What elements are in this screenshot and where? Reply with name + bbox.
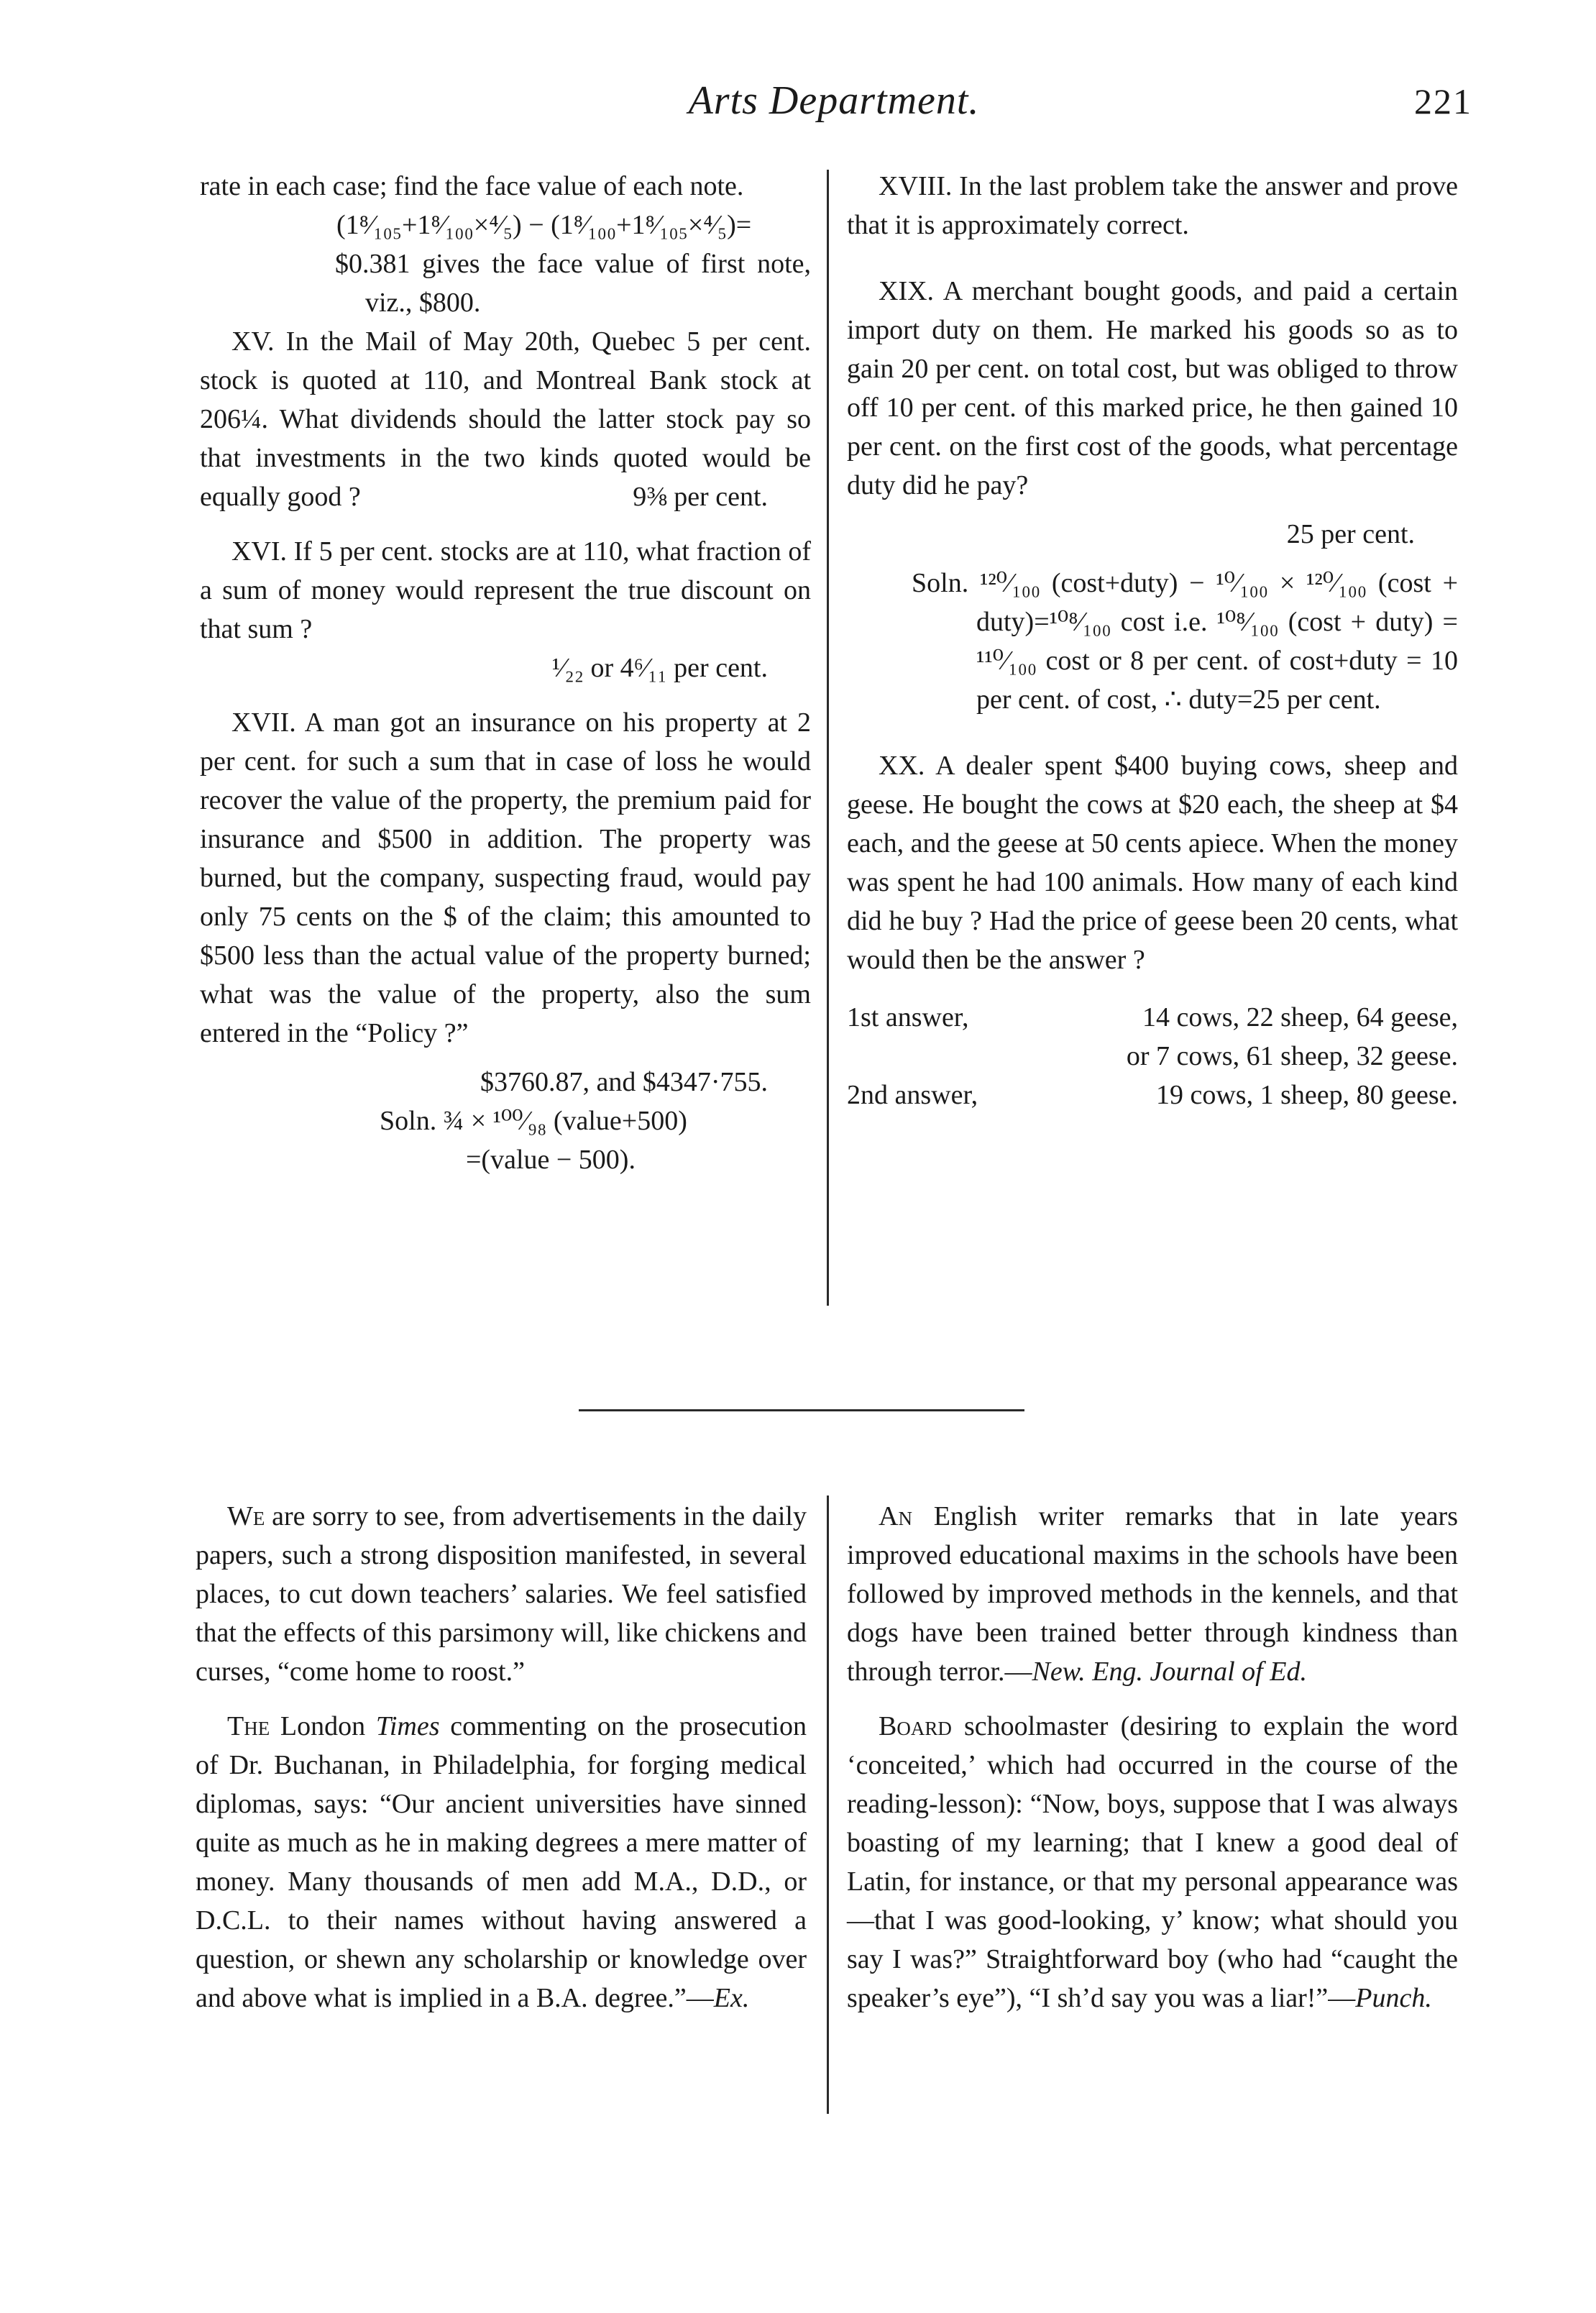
problem-xvi: XVI. If 5 per cent. stocks are at 110, what fraction of a sum of money would represent the true discount on that sum ?: [200, 536, 811, 644]
left-column-top: [200, 167, 811, 1179]
problem-xviii: XVIII. In the last problem take the answer and prove that it is approximately correct.: [847, 171, 1458, 240]
section-divider: [579, 1409, 1024, 1411]
right-column-bottom: [847, 1497, 1458, 2017]
lead-word: We: [227, 1501, 265, 1531]
answer-label: [847, 1037, 1019, 1076]
problem-xx: XX. A dealer spent $400 buying cows, sheep and geese. He bought the cows at $20 each, the sheep at $4 each, and the geese at 50 cents apiece. When the money was spent he had 100 animals. How many of each kind did he buy ? Had the price of geese been 20 cents, what would then be the answer ?: [847, 751, 1458, 975]
editorial-salaries: [196, 1497, 807, 1691]
lead-word: Board: [879, 1711, 952, 1741]
problem-xvii: XVII. A man got an insurance on his property at 2 per cent. for such a sum that in case of loss he would recover the value of the property, the premium paid for insurance and $500 in addition. The property was burned, but the company, suspecting fraud, would pay only 75 cents on the $ of the claim; this amounted to $500 less than the actual value of the property burned; what was the value of the property, also the sum entered in the “Policy ?”: [200, 707, 811, 1048]
source-citation: Ex.: [713, 1983, 750, 2013]
answer-value: 14 cows, 22 sheep, 64 geese,: [1142, 1002, 1458, 1032]
answer-row: [847, 1037, 1458, 1076]
newspaper-title: Times: [375, 1711, 440, 1741]
problem-xix-answer: 25 per cent.: [1286, 519, 1415, 549]
problem-xx-answers: [847, 998, 1458, 1114]
column-divider: [827, 1496, 829, 2114]
paragraph-text: English writer remarks that in late years improved educational maxims in the schools have been followed by improved methods in the kennels, and that dogs have been trained better through kindness than through terror.—: [847, 1501, 1458, 1687]
paragraph-text: commenting on the prosecution of Dr. Buchanan, in Philadelphia, for forging medical diplomas, says: “Our ancient universities have sinned quite as much as he in making degrees a mere matter of money. Many thousands of men add M.A., D.D., or D.C.L. to their names without having answered a question, or shewn any scholarship or knowledge over and above what is implied in a B.A. degree.”—: [196, 1711, 807, 2013]
left-column-bottom: [196, 1497, 807, 2017]
lead-word: An: [879, 1501, 912, 1531]
equation-line: (1⁸⁄₁₀₅+1⁸⁄₁₀₀×⁴⁄₅) − (1⁸⁄₁₀₀+1⁸⁄₁₀₅×⁴⁄₅)=: [336, 210, 752, 240]
source-citation: New. Eng. Journal of Ed.: [1032, 1657, 1307, 1687]
editorial-schoolmaster: [847, 1707, 1458, 2017]
problem-xv: XV. In the Mail of May 20th, Quebec 5 per cent. stock is quoted at 110, and Montreal Bank stock at 206¼. What dividends should the latter stock pay so that investments in the two kinds quoted would be equally good ?: [200, 326, 811, 512]
answer-label: 1st answer,: [847, 1002, 969, 1032]
paragraph-text: are sorry to see, from advertisements in the daily papers, such a strong disposition manifested, in several places, to cut down teachers’ salaries. We feel satisfied that the effects of this parsimony will, like chickens and curses, “come home to roost.”: [196, 1501, 807, 1687]
editorial-diplomas: [196, 1707, 807, 2017]
continued-paragraph: rate in each case; find the face value of each note.: [200, 171, 744, 201]
problem-xvii-solution-line-1: Soln. ¾ × ¹⁰⁰⁄₉₈ (value+500): [380, 1106, 687, 1136]
problem-xv-answer: 9⅜ per cent.: [633, 482, 768, 512]
answer-label: 2nd answer,: [847, 1080, 978, 1110]
source-citation: Punch.: [1355, 1983, 1432, 2013]
running-head: Arts Department.: [688, 78, 980, 123]
problem-xvii-solution-line-2: =(value − 500).: [466, 1145, 636, 1175]
answer-row: [847, 998, 1458, 1037]
column-divider: [827, 170, 829, 1306]
answer-value: or 7 cows, 61 sheep, 32 geese.: [1126, 1041, 1458, 1071]
answer-row: [847, 1076, 1458, 1114]
answer-value: 19 cows, 1 sheep, 80 geese.: [1155, 1080, 1458, 1110]
problem-xix-solution: Soln. ¹²⁰⁄₁₀₀ (cost+duty) − ¹⁰⁄₁₀₀ × ¹²⁰⁄₁₀₀ (cost + duty)=¹⁰⁸⁄₁₀₀ cost i.e. ¹⁰⁸⁄₁₀₀ (cost + duty) = ¹¹⁰⁄₁₀₀ cost or 8 per cent. of cost+duty = 10 per cent. of cost, ∴ duty=25 per cent.: [912, 568, 1458, 715]
paragraph-text: schoolmaster (desiring to explain the word ‘conceited,’ which had occurred in the course of the reading-lesson): “Now, boys, suppose that I was always boasting of my learning; that I knew a good deal of Latin, for instance, or that my personal appearance was—that I was good-looking, y’ know; what should you say I was?” Straightforward boy (who had “caught the speaker’s eye”), “I sh’d say you was a liar!”—: [847, 1711, 1458, 2013]
problem-xvi-answer: ¹⁄₂₂ or 4⁶⁄₁₁ per cent.: [551, 653, 768, 683]
paragraph-text: London: [270, 1711, 376, 1741]
page-number: 221: [1414, 81, 1472, 122]
editorial-dogs: [847, 1497, 1458, 1691]
problem-xix: XIX. A merchant bought goods, and paid a certain import duty on them. He marked his goods so as to gain 20 per cent. on total cost, but was obliged to throw off 10 per cent. of this marked price, he then gained 10 per cent. on the first cost of the goods, what percentage duty did he pay?: [847, 276, 1458, 500]
problem-xvii-answer: $3760.87, and $4347·755.: [480, 1067, 768, 1097]
right-column-top: [847, 167, 1458, 1114]
equation-result: $0.381 gives the face value of first note, viz., $800.: [335, 249, 811, 318]
lead-word: The: [227, 1711, 270, 1741]
